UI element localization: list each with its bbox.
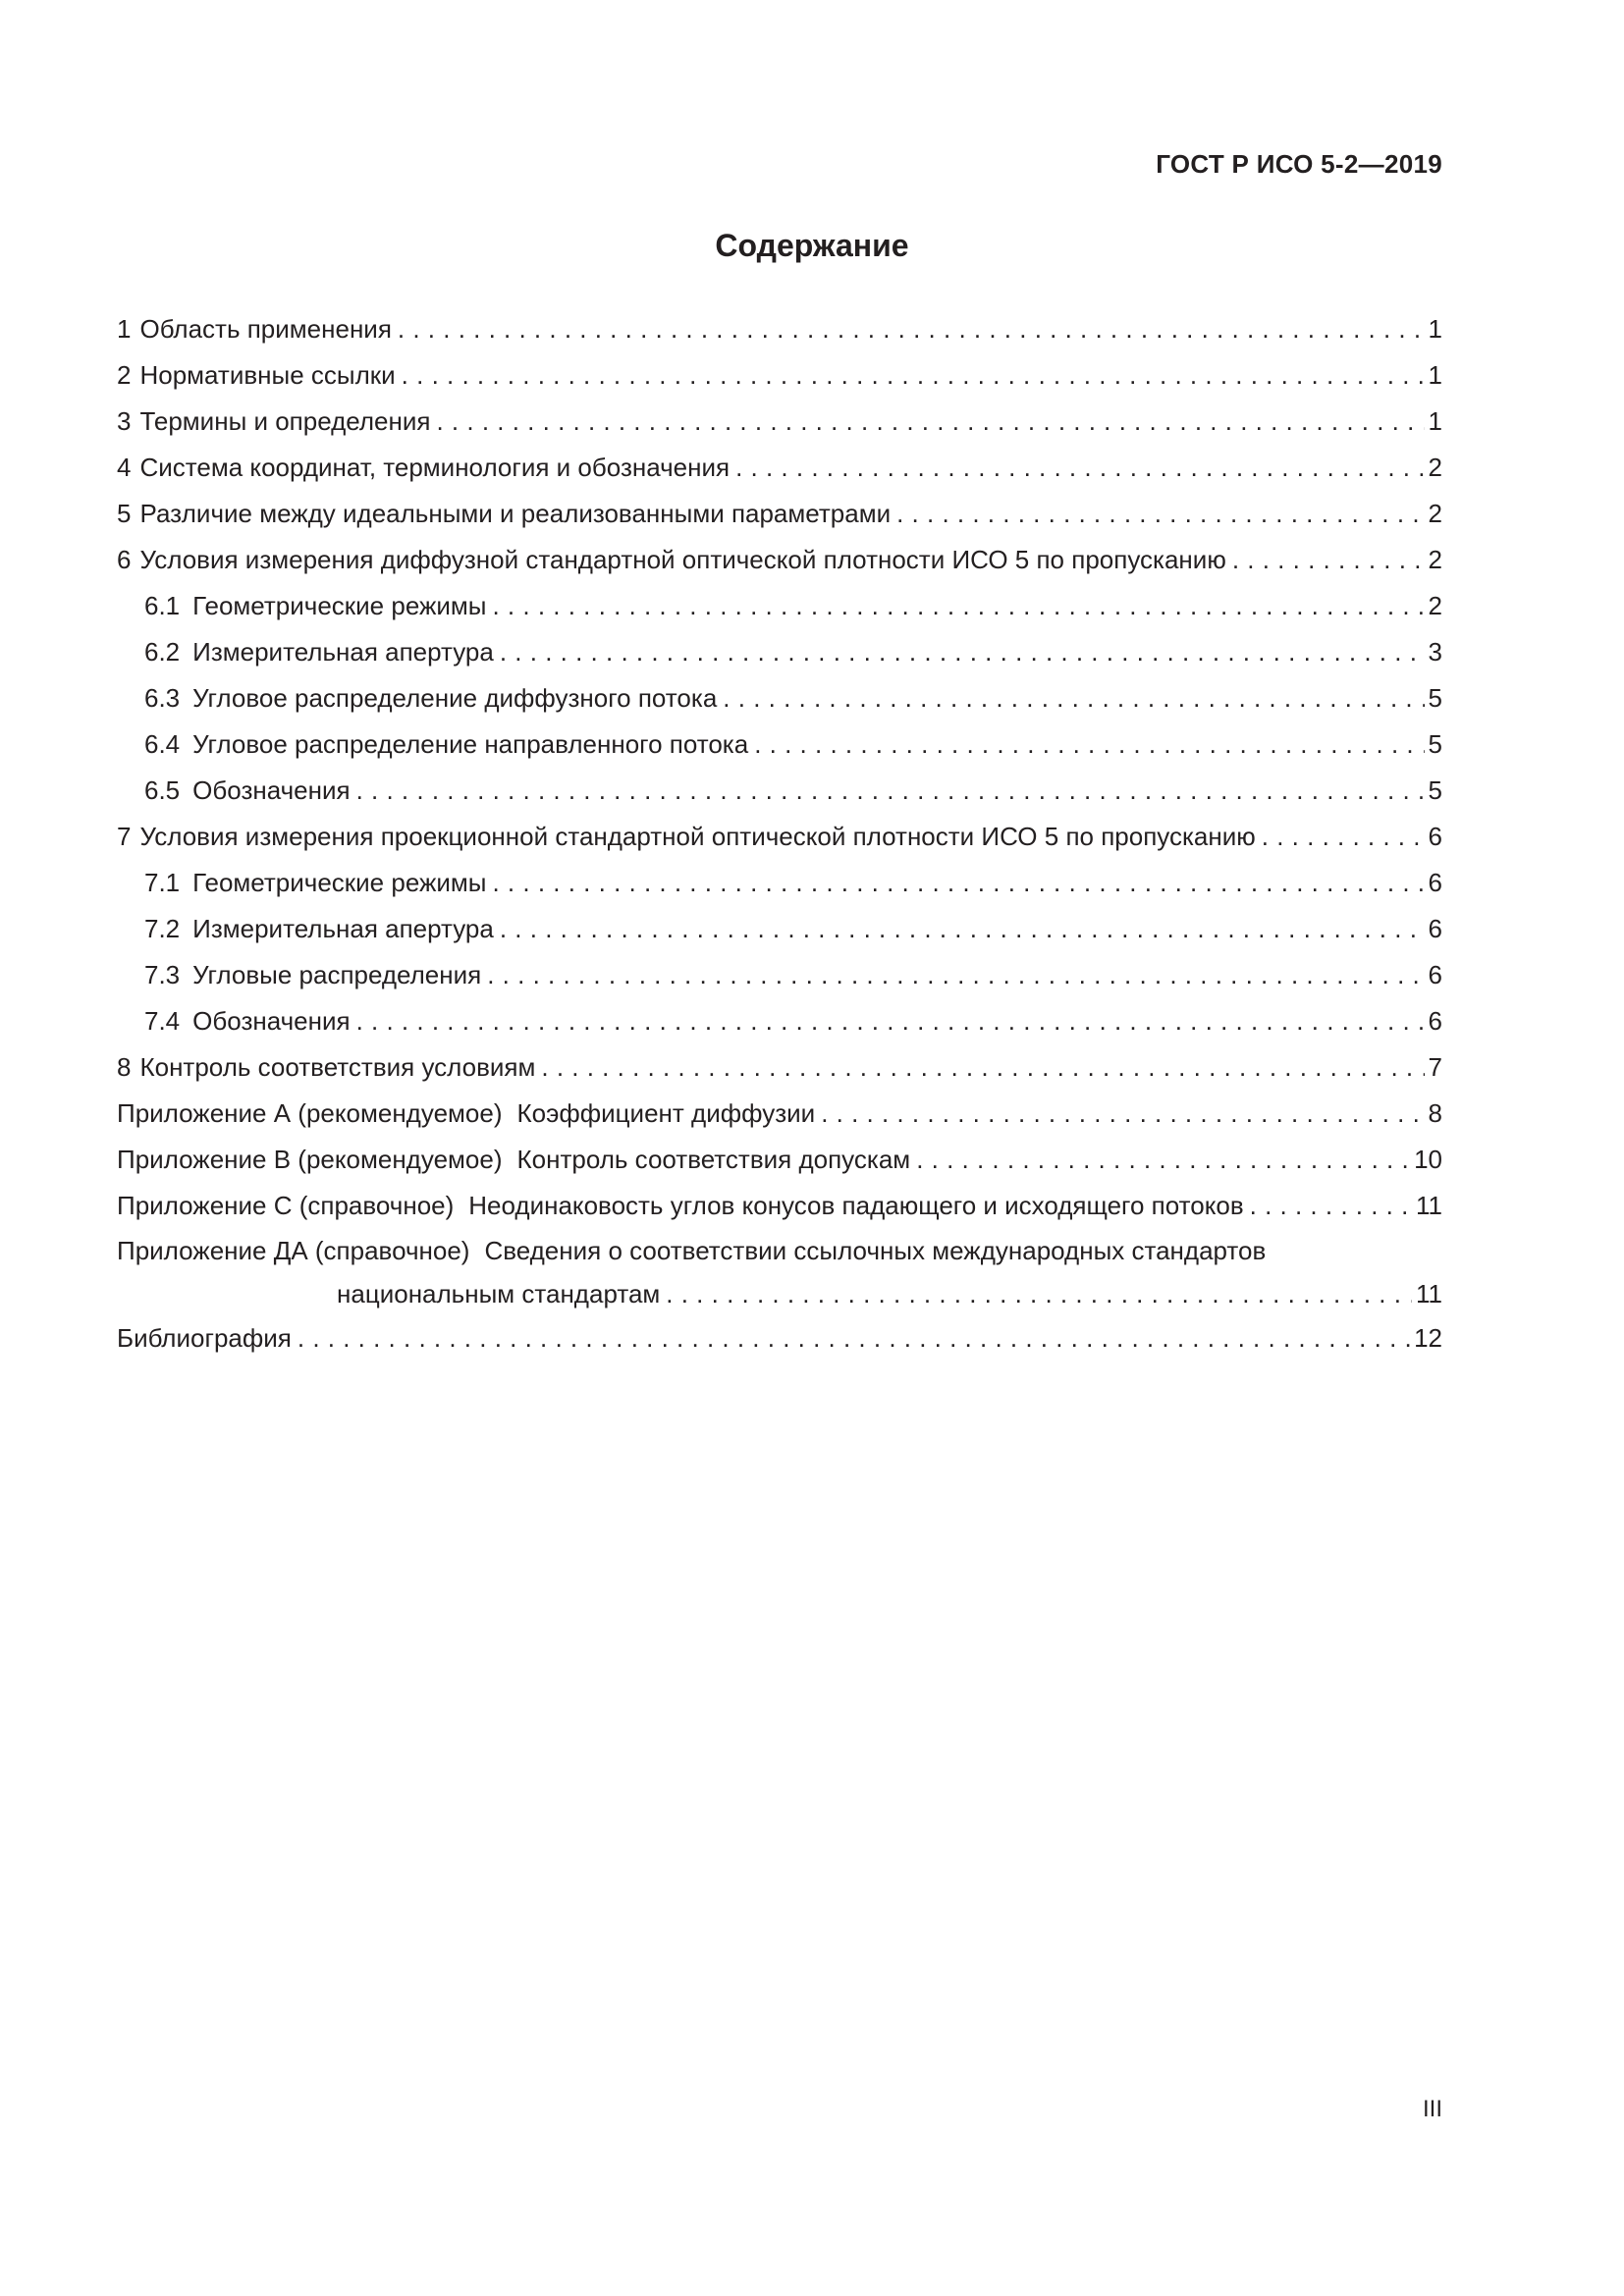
table-of-contents (117, 306, 1442, 1362)
toc-entry-6-2[interactable] (117, 629, 1442, 675)
toc-entry-8[interactable] (117, 1044, 1442, 1091)
toc-entry-1[interactable] (117, 306, 1442, 352)
toc-entry-5[interactable] (117, 491, 1442, 537)
annex-prefix: Приложение В (рекомендуемое) (117, 1145, 503, 1174)
toc-entry-label: Контроль соответствия условиям (139, 1052, 536, 1082)
toc-entry-label: Контроль соответствия допускам (516, 1145, 911, 1174)
toc-entry-6-3[interactable] (117, 675, 1442, 721)
toc-entry-number: 6.3 (144, 683, 181, 713)
dot-leader (666, 1272, 1412, 1315)
toc-entry-label-continued: национальным стандартам (337, 1279, 661, 1308)
toc-title: Содержание (715, 228, 909, 263)
toc-entry-page: 7 (1428, 1052, 1442, 1082)
dot-leader (402, 352, 1425, 399)
dot-leader (398, 306, 1425, 352)
toc-entry-label: Измерительная апертура (192, 914, 494, 943)
toc-entry-4[interactable] (117, 445, 1442, 491)
toc-entry-page: 2 (1428, 499, 1442, 528)
dot-leader (735, 445, 1424, 491)
toc-entry-page: 6 (1428, 868, 1442, 897)
toc-entry-6-5[interactable] (117, 768, 1442, 814)
toc-entry-page: 2 (1428, 545, 1442, 574)
dot-leader (298, 1315, 1410, 1362)
toc-entry-page: 6 (1428, 914, 1442, 943)
toc-entry-7-1[interactable] (117, 860, 1442, 906)
toc-entry-page: 8 (1428, 1098, 1442, 1128)
toc-entry-page: 5 (1428, 775, 1442, 805)
annex-prefix: Приложение С (справочное) (117, 1191, 455, 1220)
dot-leader (754, 721, 1424, 768)
toc-entry-label: Различие между идеальными и реализованными параметрами (139, 499, 892, 528)
toc-entry-label: Измерительная апертура (192, 637, 494, 667)
toc-entry-label: Обозначения (192, 1006, 351, 1036)
toc-entry-number: 4 (117, 453, 132, 482)
toc-entry-7-4[interactable] (117, 998, 1442, 1044)
toc-entry-2[interactable] (117, 352, 1442, 399)
toc-entry-line (117, 1229, 1442, 1272)
toc-entry-page: 2 (1428, 591, 1442, 620)
toc-entry-bibliography[interactable] (117, 1315, 1442, 1362)
toc-entry-label: Угловые распределения (192, 960, 482, 989)
toc-entry-label: Угловое распределение диффузного потока (192, 683, 718, 713)
toc-entry-7[interactable] (117, 814, 1442, 860)
toc-entry-annex-a[interactable] (117, 1091, 1442, 1137)
document-id: ГОСТ Р ИСО 5-2—2019 (1156, 149, 1442, 179)
toc-entry-page: 6 (1428, 960, 1442, 989)
toc-entry-page: 5 (1428, 729, 1442, 759)
toc-entry-7-3[interactable] (117, 952, 1442, 998)
toc-entry-label: Сведения о соответствии ссылочных международных стандартов (484, 1236, 1267, 1265)
toc-entry-label: Неодинаковость углов конусов падающего и исходящего потоков (468, 1191, 1244, 1220)
dot-leader (356, 998, 1425, 1044)
toc-entry-page: 5 (1428, 683, 1442, 713)
toc-entry-number: 6.5 (144, 775, 181, 805)
toc-entry-number: 3 (117, 406, 132, 436)
page-number: III (1422, 2096, 1442, 2122)
toc-entry-number: 7.2 (144, 914, 181, 943)
toc-entry-label: Геометрические режимы (192, 868, 487, 897)
toc-entry-number: 7.4 (144, 1006, 181, 1036)
toc-entry-page: 3 (1428, 637, 1442, 667)
dot-leader (500, 906, 1425, 952)
toc-entry-label: Термины и определения (139, 406, 431, 436)
toc-entry-label: Область применения (139, 314, 392, 344)
toc-entry-page: 11 (1416, 1191, 1442, 1220)
toc-entry-label: Обозначения (192, 775, 351, 805)
toc-entry-number: 2 (117, 360, 132, 390)
toc-entry-number: 6 (117, 545, 132, 574)
dot-leader (356, 768, 1425, 814)
dot-leader (821, 1091, 1424, 1137)
toc-entry-page: 11 (1416, 1279, 1442, 1308)
dot-leader (436, 399, 1424, 445)
toc-entry-line (117, 1272, 1442, 1315)
annex-prefix: Приложение А (рекомендуемое) (117, 1098, 503, 1128)
toc-entry-number: 7.3 (144, 960, 181, 989)
dot-leader (492, 583, 1424, 629)
dot-leader (1262, 814, 1425, 860)
toc-entry-page: 12 (1414, 1323, 1442, 1353)
toc-entry-page: 6 (1428, 822, 1442, 851)
toc-entry-number: 5 (117, 499, 132, 528)
dot-leader (541, 1044, 1424, 1091)
toc-entry-number: 6.4 (144, 729, 181, 759)
toc-entry-page: 6 (1428, 1006, 1442, 1036)
toc-entry-page: 1 (1428, 406, 1442, 436)
toc-entry-annex-b[interactable] (117, 1137, 1442, 1183)
toc-entry-label: Угловое распределение направленного потока (192, 729, 749, 759)
dot-leader (492, 860, 1424, 906)
dot-leader (487, 952, 1424, 998)
toc-entry-number: 7 (117, 822, 132, 851)
toc-entry-label: Геометрические режимы (192, 591, 487, 620)
toc-entry-3[interactable] (117, 399, 1442, 445)
toc-entry-label: Условия измерения диффузной стандартной оптической плотности ИСО 5 по пропусканию (139, 545, 1226, 574)
toc-entry-number: 6.2 (144, 637, 181, 667)
dot-leader (916, 1137, 1410, 1183)
toc-entry-page: 1 (1428, 314, 1442, 344)
dot-leader (1250, 1183, 1412, 1229)
toc-entry-label: Условия измерения проекционной стандартной оптической плотности ИСО 5 по пропусканию (139, 822, 1256, 851)
toc-entry-label: Библиография (117, 1323, 292, 1353)
toc-entry-6-4[interactable] (117, 721, 1442, 768)
toc-entry-label: Система координат, терминология и обозначения (139, 453, 731, 482)
dot-leader (896, 491, 1424, 537)
toc-entry-label: Нормативные ссылки (139, 360, 396, 390)
toc-entry-annex-c[interactable] (117, 1183, 1442, 1229)
toc-entry-label: Коэффициент диффузии (516, 1098, 816, 1128)
dot-leader (500, 629, 1425, 675)
dot-leader (723, 675, 1424, 721)
dot-leader (1232, 537, 1425, 583)
toc-entry-number: 8 (117, 1052, 132, 1082)
toc-entry-page: 1 (1428, 360, 1442, 390)
toc-entry-annex-da[interactable] (117, 1229, 1442, 1315)
toc-entry-number: 7.1 (144, 868, 181, 897)
toc-entry-6-1[interactable] (117, 583, 1442, 629)
toc-entry-7-2[interactable] (117, 906, 1442, 952)
toc-entry-page: 10 (1414, 1145, 1442, 1174)
annex-prefix: Приложение ДА (справочное) (117, 1236, 470, 1265)
toc-entry-6[interactable] (117, 537, 1442, 583)
toc-entry-number: 6.1 (144, 591, 181, 620)
toc-entry-page: 2 (1428, 453, 1442, 482)
toc-entry-number: 1 (117, 314, 132, 344)
